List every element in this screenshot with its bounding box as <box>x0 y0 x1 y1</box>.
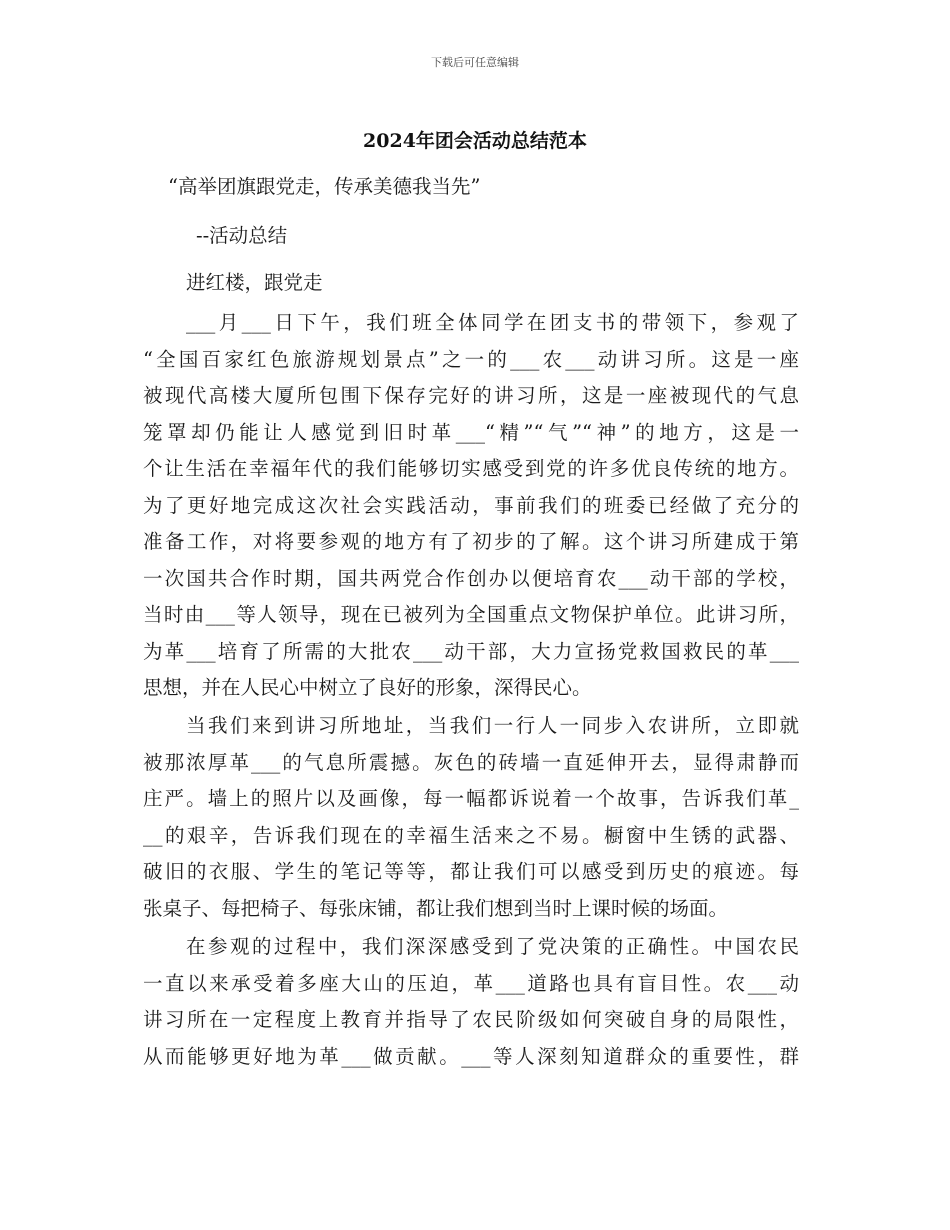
body-line: 为了更好地完成这次社会实践活动，事前我们的班委已经做了充分的 <box>143 494 799 517</box>
body-line: 当我们来到讲习所地址，当我们一行人一同步入农讲所，立即就 <box>186 714 799 737</box>
body-line: 一直以来承受着多座大山的压迫，革___道路也具有盲目性。农___动 <box>143 972 799 995</box>
body-line: 在参观的过程中，我们深深感受到了党决策的正确性。中国农民 <box>186 935 799 958</box>
header-note: 下载后可任意编辑 <box>431 56 519 69</box>
body-line: 破旧的衣服、学生的笔记等等，都让我们可以感受到历史的痕迹。每 <box>143 860 799 883</box>
body-line: __的艰辛，告诉我们现在的幸福生活来之不易。橱窗中生锈的武器、 <box>143 824 799 847</box>
body-line: 准备工作，对将要参观的地方有了初步的了解。这个讲习所建成于第 <box>143 530 799 553</box>
section-heading: 进红楼，跟党走 <box>186 271 323 294</box>
body-line: 讲习所在一定程度上教育并指导了农民阶级如何突破自身的局限性， <box>143 1008 799 1031</box>
body-line: 个让生活在幸福年代的我们能够切实感受到党的许多优良传统的地方。 <box>143 457 799 480</box>
body-line: 笼罩却仍能让人感觉到旧时革___“精”“气”“神”的地方，这是一 <box>143 421 799 444</box>
body-line: 张桌子、每把椅子、每张床铺，都让我们想到当时上课时候的场面。 <box>143 897 729 920</box>
body-line: 思想，并在人民心中树立了良好的形象，深得民心。 <box>143 676 592 699</box>
body-line: “全国百家红色旅游规划景点”之一的___农___动讲习所。这是一座 <box>143 348 799 371</box>
subtitle: “高举团旗跟党走，传承美德我当先” <box>168 175 481 198</box>
body-line: 被那浓厚革___的气息所震撼。灰色的砖墙一直延伸开去，显得肃静而 <box>143 751 799 774</box>
document-title: 2024年团会活动总结范本 <box>363 130 587 152</box>
subtitle-2: --活动总结 <box>196 224 288 247</box>
body-line: 一次国共合作时期，国共两党合作创办以便培育农___动干部的学校， <box>143 567 799 590</box>
body-line: 为革___培育了所需的大批农___动干部，大力宣扬党救国救民的革___ <box>143 640 799 663</box>
body-line: 被现代高楼大厦所包围下保存完好的讲习所，这是一座被现代的气息 <box>143 384 799 407</box>
body-line: 庄严。墙上的照片以及画像，每一幅都诉说着一个故事，告诉我们革_ <box>143 787 799 810</box>
body-line: 从而能够更好地为革___做贡献。___等人深刻知道群众的重要性，群 <box>143 1045 799 1068</box>
body-line: ___月___日下午，我们班全体同学在团支书的带领下，参观了 <box>186 311 799 334</box>
body-line: 当时由___等人领导，现在已被列为全国重点文物保护单位。此讲习所， <box>143 603 799 626</box>
